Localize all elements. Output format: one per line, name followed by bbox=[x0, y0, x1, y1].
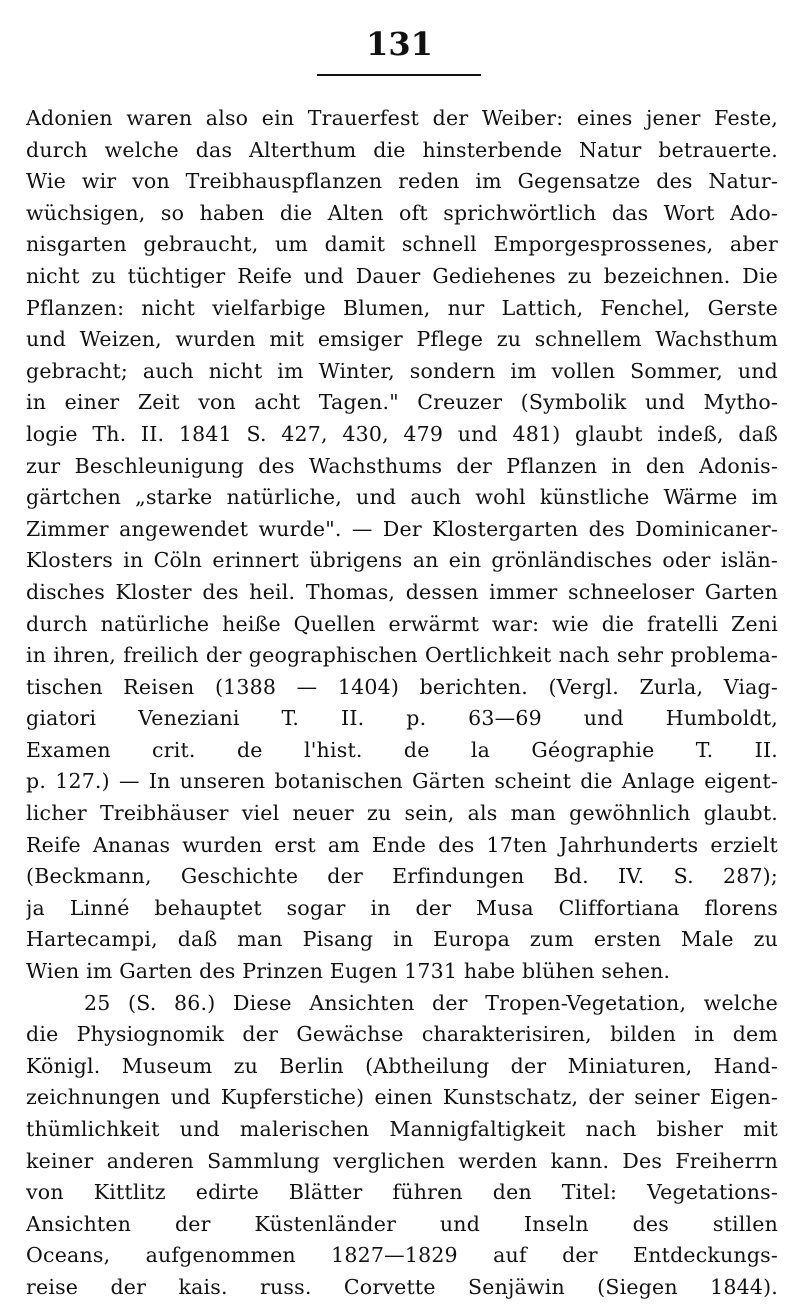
text-line: Hartecampi, daß man Pisang in Europa zum ersten Male zu bbox=[26, 927, 778, 952]
text-line: ja Linné behauptet sogar in der Musa Cliffortiana florens bbox=[26, 895, 778, 920]
text-line: giatori Veneziani T. II. p. 63—69 und Humboldt, bbox=[26, 706, 778, 731]
text-line: die Physiognomik der Gewächse charakterisiren, bilden in dem bbox=[26, 1022, 778, 1047]
text-line: Ansichten der Küstenländer und Inseln des stillen bbox=[26, 1211, 778, 1236]
header-rule bbox=[317, 74, 481, 76]
paragraph-adonis-gardens bbox=[26, 103, 778, 988]
text-line: nisgarten gebraucht, um damit schnell Emporgesprossenes, aber bbox=[26, 232, 778, 257]
text-line: reise der kais. russ. Corvette Senjäwin (Siegen 1844). bbox=[26, 1274, 778, 1299]
text-line: und Weizen, wurden mit emsiger Pflege zu schnellem Wachsthum bbox=[26, 327, 778, 352]
text-line: Pflanzen: nicht vielfarbige Blumen, nur Lattich, Fenchel, Gerste bbox=[26, 295, 778, 320]
text-line: p. 127.) — In unseren botanischen Gärten scheint die Anlage eigent- bbox=[26, 769, 778, 794]
body-text bbox=[26, 103, 778, 1304]
note-25-paragraph bbox=[26, 988, 778, 1304]
text-line: keiner anderen Sammlung verglichen werden kann. Des Freiherrn bbox=[26, 1148, 778, 1173]
text-line: Examen crit. de l'hist. de la Géographie T. II. bbox=[26, 737, 778, 762]
note-first-line: 25 (S. 86.) Diese Ansichten der Tropen-Vegetation, welche bbox=[84, 990, 778, 1015]
text-line: von Kittlitz edirte Blätter führen den Titel: Vegetations- bbox=[26, 1180, 778, 1205]
text-line: disches Kloster des heil. Thomas, dessen immer schneeloser Garten bbox=[26, 579, 778, 604]
text-line: Reife Ananas wurden erst am Ende des 17ten Jahrhunderts erzielt bbox=[26, 832, 778, 857]
text-line: (Beckmann, Geschichte der Erfindungen Bd. IV. S. 287); bbox=[26, 864, 778, 889]
text-line: zeichnungen und Kupferstiche) einen Kunstschatz, der seiner Eigen- bbox=[26, 1085, 778, 1110]
text-line: in einer Zeit von acht Tagen." Creuzer (Symbolik und Mytho- bbox=[26, 390, 778, 415]
text-line: Wie wir von Treibhauspflanzen reden im Gegensatze des Natur- bbox=[26, 169, 778, 194]
text-line: logie Th. II. 1841 S. 427, 430, 479 und 481) glaubt indeß, daß bbox=[26, 421, 778, 446]
text-line: Oceans, aufgenommen 1827—1829 auf der Entdeckungs- bbox=[26, 1243, 778, 1268]
text-line: nicht zu tüchtiger Reife und Dauer Gediehenes zu bezeichnen. Die bbox=[26, 263, 778, 288]
text-line: durch natürliche heiße Quellen erwärmt war: wie die fratelli Zeni bbox=[26, 611, 778, 636]
text-line: Zimmer angewendet wurde". — Der Klostergarten des Dominicaner- bbox=[26, 516, 778, 541]
text-line: Klosters in Cöln erinnert übrigens an ein grönländisches oder islän- bbox=[26, 548, 778, 573]
text-line: licher Treibhäuser viel neuer zu sein, als man gewöhnlich glaubt. bbox=[26, 801, 778, 826]
text-line: Wien im Garten des Prinzen Eugen 1731 habe blühen sehen. bbox=[26, 959, 671, 984]
text-line: gebracht; auch nicht im Winter, sondern im vollen Sommer, und bbox=[26, 358, 778, 383]
text-line: tischen Reisen (1388 — 1404) berichten. (Vergl. Zurla, Viag- bbox=[26, 674, 778, 699]
text-line: thümlichkeit und malerischen Mannigfaltigkeit nach bisher mit bbox=[26, 1117, 778, 1141]
text-line: wüchsigen, so haben die Alten oft sprichwörtlich das Wort Ado- bbox=[26, 200, 778, 225]
text-line: durch welche das Alterthum die hinsterbende Natur betrauerte. bbox=[26, 137, 778, 162]
text-line: Adonien waren also ein Trauerfest der Weiber: eines jener Feste, bbox=[26, 106, 778, 130]
text-line: zur Beschleunigung des Wachsthums der Pflanzen in den Adonis- bbox=[26, 453, 778, 478]
text-line: in ihren, freilich der geographischen Oertlichkeit nach sehr problema- bbox=[26, 643, 778, 668]
text-line: gärtchen „starke natürliche, und auch wohl künstliche Wärme im bbox=[26, 485, 778, 510]
page-number: 131 bbox=[366, 25, 433, 63]
text-line: Königl. Museum zu Berlin (Abtheilung der Miniaturen, Hand- bbox=[26, 1053, 778, 1078]
